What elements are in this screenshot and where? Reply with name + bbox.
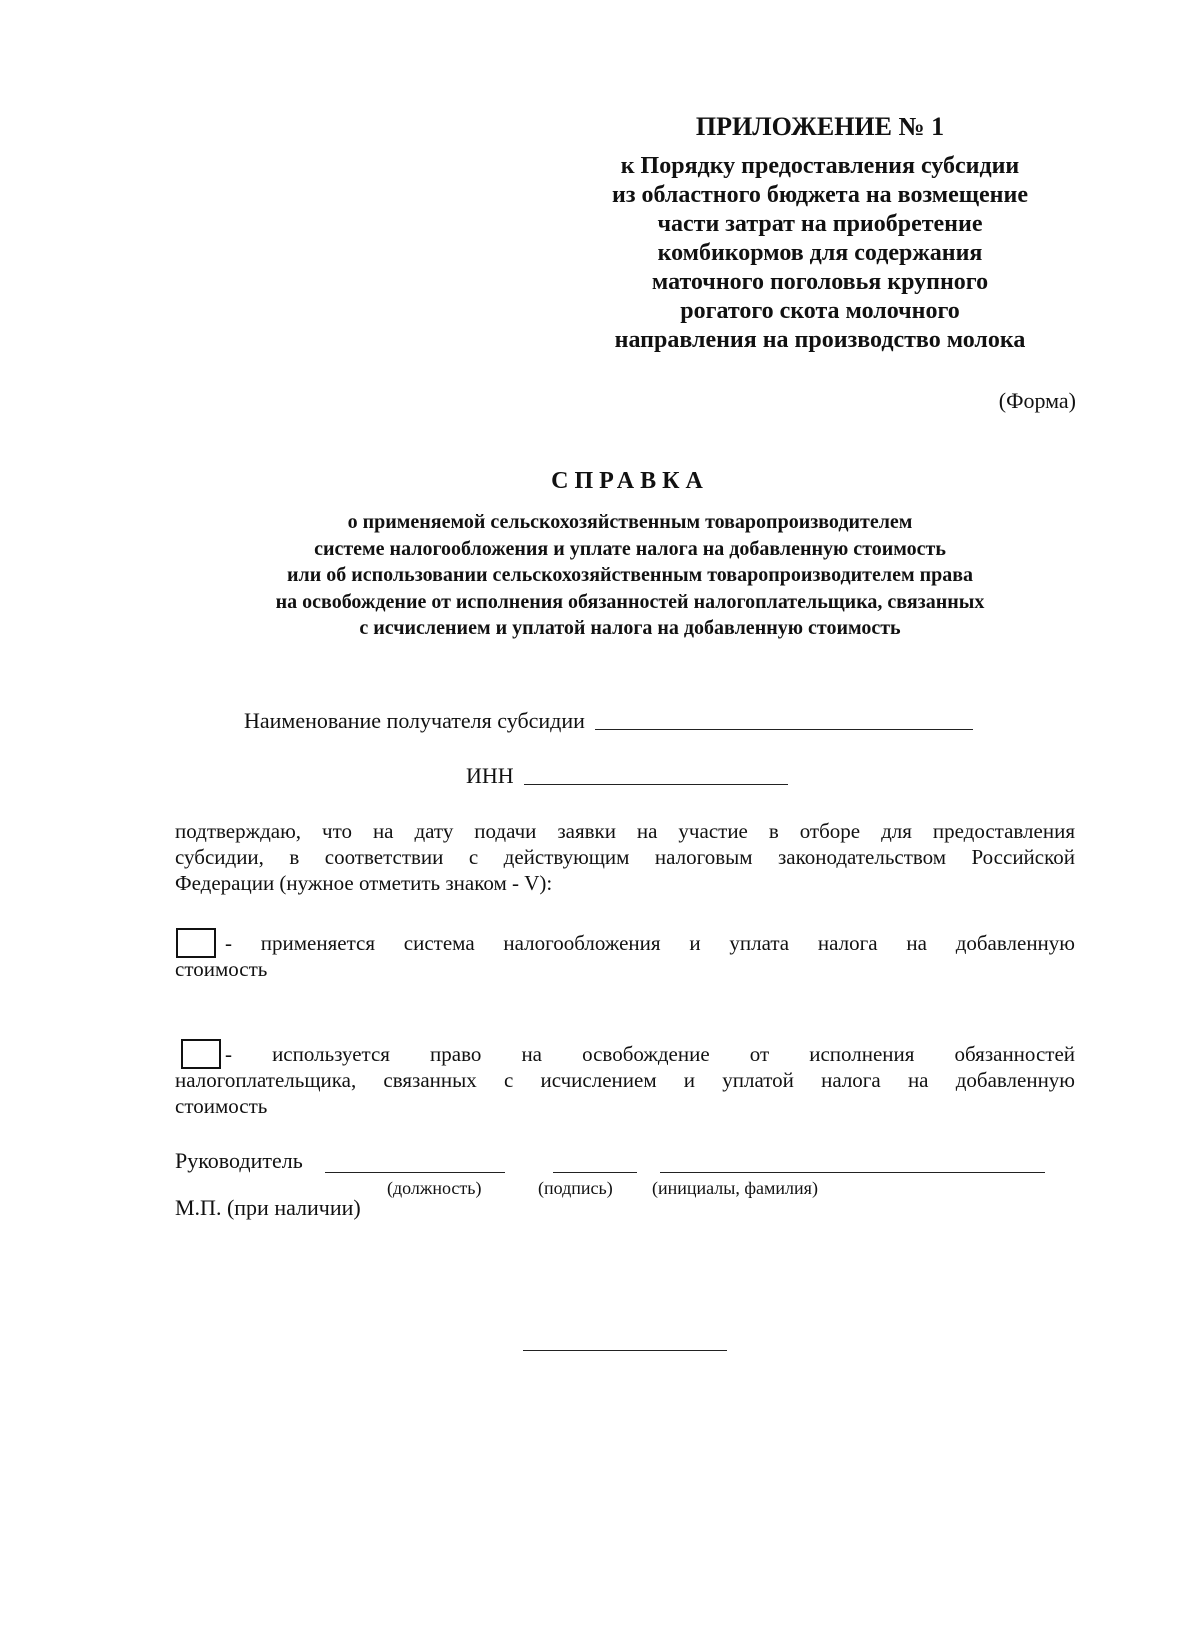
option-line: налогоплательщика, связанных с исчислением и уплатой налога на добавленную [175, 1068, 1075, 1092]
certificate-subtitle [160, 509, 1100, 642]
certificate-subtitle-line: системе налогообложения и уплате налога на добавленную стоимость [314, 537, 946, 560]
form-label: (Форма) [998, 388, 1076, 413]
paragraph-line: субсидии, в соответствии с действующим налоговым законодательством Российской [175, 845, 1075, 869]
end-separator-line [523, 1350, 727, 1351]
option-line: стоимость [175, 1094, 268, 1118]
certificate-subtitle-line: на освобождение от исполнения обязанностей налогоплательщика, связанных [275, 590, 985, 613]
appendix-subtitle [560, 152, 1080, 355]
appendix-subtitle-line: рогатого скота молочного [680, 298, 960, 324]
caption-signature: (подпись) [538, 1178, 613, 1198]
option-line: - применяется система налогообложения и уплата налога на добавленную [225, 931, 1075, 955]
option-line: стоимость [175, 957, 268, 981]
paragraph-line: Федерации (нужное отметить знаком - V): [175, 871, 553, 895]
appendix-subtitle-line: к Порядку предоставления субсидии [620, 153, 1020, 179]
certificate-subtitle-line: с исчислением и уплатой налога на добавленную стоимость [359, 617, 901, 639]
inn-input-line[interactable] [524, 783, 788, 785]
inn-field [466, 763, 788, 789]
confirmation-paragraph [175, 818, 1075, 896]
appendix-subtitle-line: маточного поголовья крупного [651, 269, 989, 295]
stamp-label: М.П. (при наличии) [175, 1195, 361, 1220]
option-line: - используется право на освобождение от исполнения обязанностей [225, 1042, 1075, 1066]
paragraph-line: подтверждаю, что на дату подачи заявки на участие в отборе для предоставления [175, 819, 1075, 843]
appendix-title: ПРИЛОЖЕНИЕ № 1 [695, 112, 945, 141]
recipient-field [244, 708, 973, 734]
appendix-subtitle-line: из областного бюджета на возмещение [612, 182, 1028, 208]
certificate-subtitle-line: или об использовании сельскохозяйственным товаропроизводителем права [286, 564, 974, 586]
head-label: Руководитель [175, 1148, 303, 1173]
caption-name: (инициалы, фамилия) [652, 1178, 818, 1198]
appendix-subtitle-line: направления на производство молока [614, 327, 1026, 353]
position-signature-line[interactable] [325, 1172, 505, 1173]
recipient-input-line[interactable] [595, 728, 973, 730]
certificate-subtitle-line: о применяемой сельскохозяйственным товаропроизводителем [347, 511, 913, 533]
certificate-title: СПРАВКА [551, 468, 709, 494]
signature-line[interactable] [553, 1172, 637, 1173]
name-signature-line[interactable] [660, 1172, 1045, 1173]
inn-label: ИНН [466, 763, 514, 788]
appendix-subtitle-line: части затрат на приобретение [657, 211, 983, 237]
option-vat-payer-text [175, 930, 1075, 982]
recipient-label: Наименование получателя субсидии [244, 708, 585, 733]
caption-position: (должность) [387, 1178, 482, 1198]
option-vat-exemption-text [175, 1041, 1075, 1119]
appendix-subtitle-line: комбикормов для содержания [657, 240, 983, 266]
